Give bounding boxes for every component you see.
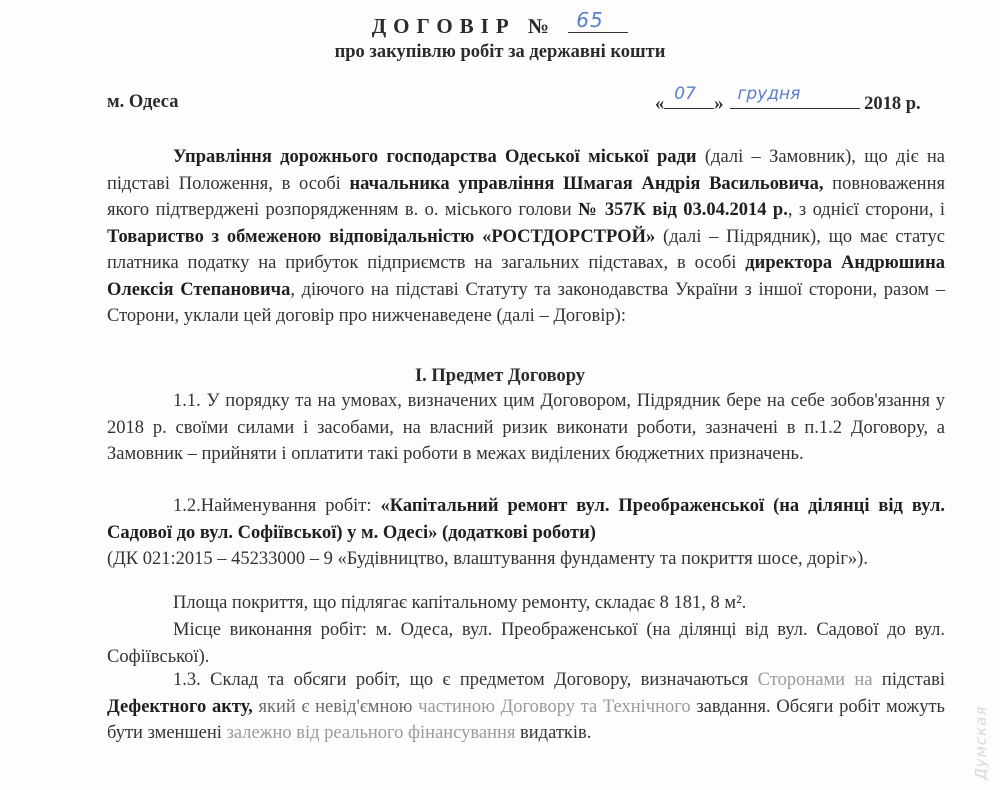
city: м. Одеса [107,92,179,112]
clause-1-3-text-1-faded: Сторонами на [757,670,873,690]
clause-1-3-text-3-faded: частиною Договору та Технічного [418,696,691,717]
clause-1-3-text-3: який є невід'ємною [252,696,419,717]
contract-number-handwritten: 65 [576,8,604,32]
clause-1-3-text-2: підставі [872,670,945,690]
order-reference: № 357К від 03.04.2014 р. [578,200,788,220]
intro-text-2: повноваження якого підтверджені розпорядженням в. о. міського голови [107,173,945,220]
contractor-director: директора Андрюшина Олексія Степановича [107,253,945,300]
customer-name: Управління дорожнього господарства Одеської міської ради [173,147,697,167]
intro-text-5: , діючого на підставі Статуту та законодавства України з іншої сторони, разом – Сторони, уклали цей договір про нижченаведене (далі – Договір): [107,279,945,326]
date-month-handwritten: грудня [737,84,801,104]
intro-text-1: (далі – Замовник), що діє на підставі Положення, в особі [107,147,945,194]
contract-subtitle: про закупівлю робіт за державні кошти [334,42,666,62]
clause-1-2 [107,493,945,573]
intro-text-3: , з однієї сторони, і [787,200,945,220]
clause-1-2-lead: 1.2.Найменування робіт: [173,496,381,516]
contract-number-field [568,8,628,33]
contract-title [0,8,1000,39]
clause-1-3 [107,667,945,747]
clause-1-3-text-4: завдання. Обсяги робіт можуть бути зменшені [107,696,945,743]
section-heading: І. Предмет Договору [414,366,586,386]
clause-1-3-text-1: 1.3. Склад та обсяги робіт, що є предметом Договору, визначаються [173,670,758,690]
contractor-name: Товариство з обмеженою відповідальністю «РОСТДОРСТРОЙ» [107,226,656,247]
watermark: Думская [972,705,990,780]
intro-text-4: (далі – Підрядник), що має статус платника податку на прибуток підприємств на загальних підставах, в особі [107,226,945,273]
works-name: «Капітальний ремонт вул. Преображенської (на ділянці від вул. Садової до вул. Софіївської) у м. Одесі» (додаткові роботи) [107,496,945,543]
date-day-handwritten: 07 [674,84,696,104]
defect-act: Дефектного акту, [107,696,253,717]
clause-1-3-text-4-faded: залежно від реального фінансування [226,723,516,743]
coverage-area: Площа покриття, що підлягає капітальному ремонту, складає 8 181, 8 м². [173,593,747,613]
intro-paragraph [107,144,945,330]
work-location: Місце виконання робіт: м. Одеса, вул. Преображенської (на ділянці від вул. Садової до вул. Софіївської). [107,620,945,667]
contract-date [655,84,921,115]
date-open-quote: « [655,94,665,114]
customer-head: начальника управління Шмагая Андрія Васильовича, [349,173,824,194]
date-day-field [664,84,714,109]
date-year: 2018 р. [864,94,921,114]
title-prefix: ДОГОВІР № [371,14,557,38]
clause-1-3-text-5: видатків. [515,723,592,743]
date-month-field [730,84,860,109]
date-close-quote: » [714,94,724,114]
clause-1-1: 1.1. У порядку та на умовах, визначених цим Договором, Підрядник бере на себе зобов'язання у 2018 р. своїми силами і засобами, на власний ризик виконати роботи, зазначені в п.1.2 Договору, а Замовник – прийняти і оплатити такі роботи в межах виділених бюджетних призначень. [107,391,945,464]
classification-code: (ДК 021:2015 – 45233000 – 9 «Будівництво, влаштування фундаменту та покриття шосе, доріг»). [107,549,868,569]
